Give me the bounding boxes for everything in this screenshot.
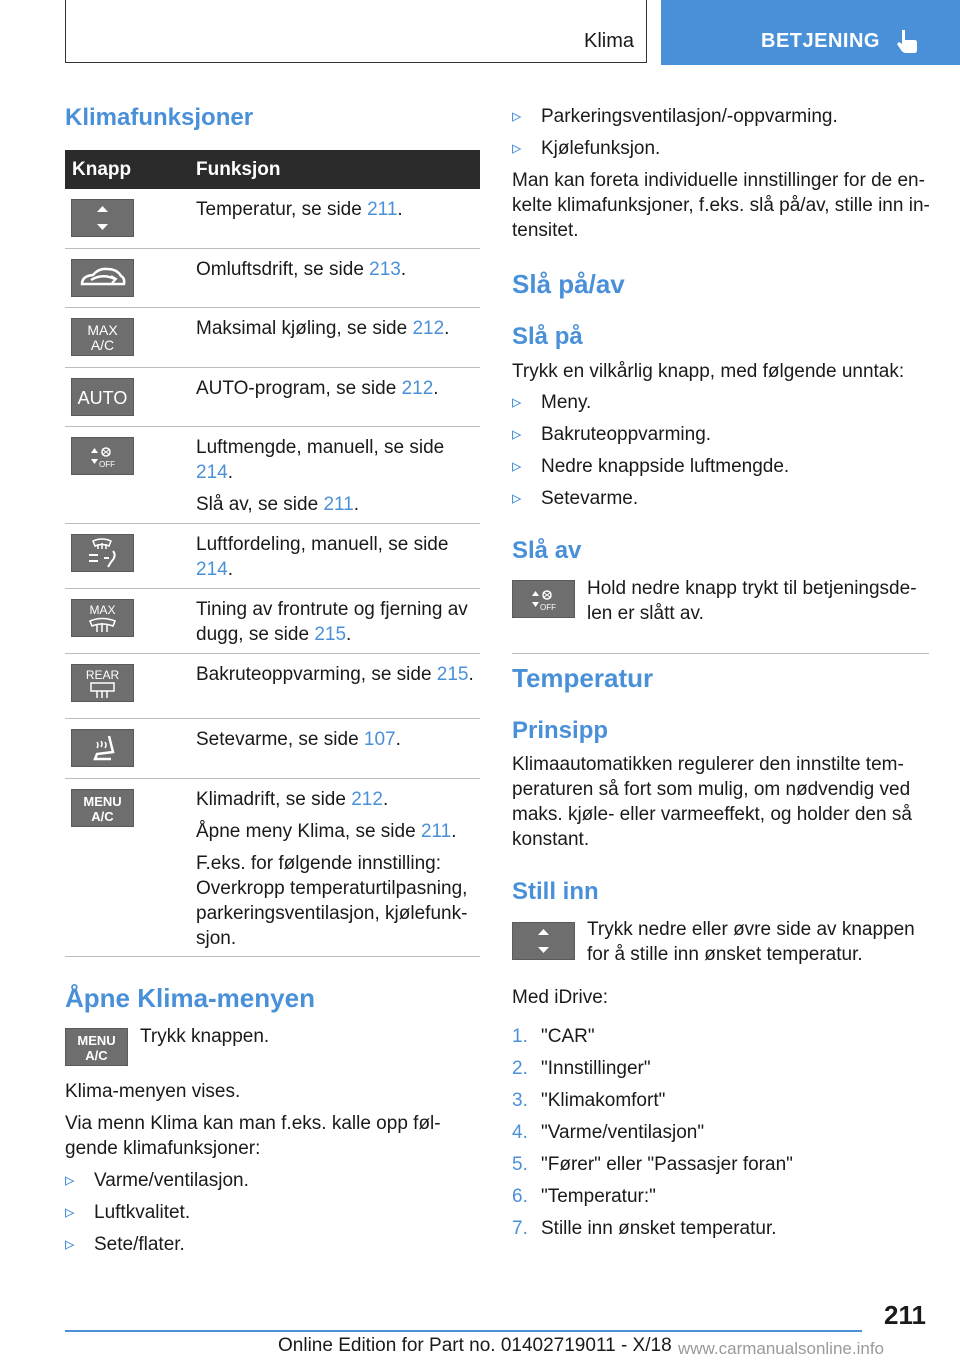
row-text: Temperatur, se side 211. [196,199,403,220]
list-item: 4. "Varme/ventilasjon" [512,1122,705,1143]
svg-text:AUTO: AUTO [77,388,128,408]
rear-defrost-icon [71,664,134,702]
page-link[interactable]: 211 [420,821,452,842]
list-item: 2. "Innstillinger" [512,1058,651,1079]
menu-ac-icon [65,1028,128,1066]
paragraph: tensitet. [512,220,579,241]
table-row [65,719,480,779]
paragraph: peraturen så fort som mulig, om nødvendig ved [512,779,911,800]
svg-text:MENU: MENU [77,1033,116,1048]
paragraph: Via menn Klima kan man f.eks. kalle opp føl- [65,1113,441,1134]
paragraph: Med iDrive: [512,987,609,1008]
functions-table [65,150,480,957]
section-title-on-off: Slå på/av [512,269,625,299]
paragraph: Man kan foreta individuelle innstillinger for de en- [512,170,925,191]
menu-ac-icon [71,789,134,827]
list-item: 3. "Klimakomfort" [512,1090,666,1111]
table-row [65,779,480,957]
paragraph: len er slått av. [587,603,704,624]
open-menu-instruction: Trykk knappen. [140,1026,270,1047]
seat-heating-icon [71,729,134,767]
paragraph: konstant. [512,829,590,850]
paragraph: Klimaautomatikken regulerer den innstilte tem- [512,754,904,775]
header-section: BETJENING [761,30,880,52]
auto-icon [71,378,134,416]
table-row [65,368,480,427]
page-link[interactable]: 211 [367,199,398,220]
svg-text:OFF: OFF [540,603,556,612]
list-item: ▹ Varme/ventilasjon. [65,1168,249,1193]
page-link[interactable]: 215 [314,624,347,645]
air-distribution-icon [71,534,134,572]
paragraph: Hold nedre knapp trykt til betjeningsde- [587,578,917,599]
page-link[interactable]: 211 [323,494,354,515]
header-section-box [661,0,960,65]
page-link[interactable]: 213 [369,259,401,280]
recirculation-car-icon [71,259,134,297]
section-title-temperature: Temperatur [512,663,654,693]
fan-off-icon [512,580,575,618]
row-text: Setevarme, se side 107. [196,729,401,750]
table-row [65,524,480,589]
svg-text:REAR: REAR [85,668,120,682]
max-ac-icon [71,318,134,356]
paragraph: Trykk en vilkårlig knapp, med følgende unntak: [512,361,905,382]
row-text: Bakruteoppvarming, se side 215. [196,664,474,685]
paragraph: for å stille inn ønsket temperatur. [587,944,863,965]
col-header-button: Knapp [72,159,132,180]
footer-divider [65,1330,862,1332]
list-item: ▹ Setevarme. [512,486,638,511]
page-link[interactable]: 214 [196,462,228,483]
page-link[interactable]: 212 [401,378,434,399]
table-row [65,589,480,654]
section-title-klimafunksjoner: Klimafunksjoner [65,104,254,131]
row-text: Tining av frontrute og fjerning av dugg, se side 215. [196,599,468,645]
table-header [65,150,480,189]
table-row [65,308,480,368]
list-item: 1. "CAR" [512,1026,595,1047]
list-item: ▹ Bakruteoppvarming. [512,422,711,447]
temp-updown-icon [71,199,134,237]
svg-text:MAX: MAX [89,603,116,617]
paragraph: maks. kjøle- eller varmeeffekt, og holder den så [512,804,912,825]
table-row [65,189,480,249]
paragraph: kelte klimafunksjoner, f.eks. slå på/av, stille inn in- [512,195,930,216]
col-header-function: Funksjon [196,159,281,180]
list-item: ▹ Kjølefunksjon. [512,136,660,161]
list-item: 6. "Temperatur:" [512,1186,656,1207]
svg-text:A/C: A/C [85,1048,108,1063]
svg-text:MAX: MAX [87,322,118,338]
svg-text:MENU: MENU [83,794,122,809]
page-link[interactable]: 214 [196,559,228,580]
header-chapter: Klima [583,30,634,52]
divider [512,653,929,654]
header-chapter-box [65,0,647,63]
footer-edition: Online Edition for Part no. 01402719011 - X/18 www.carmanualsonline.info [278,1335,884,1358]
list-item: ▹ Meny. [512,390,591,415]
pointing-hand-icon [895,28,919,54]
page-link[interactable]: 107 [363,729,396,750]
list-item: 5. "Fører" eller "Passasjer foran" [512,1154,793,1175]
page-link[interactable]: 212 [351,789,383,810]
table-row [65,427,480,524]
watermark: www.carmanualsonline.info [678,1339,884,1358]
row-text: Omluftsdrift, se side 213. [196,259,407,280]
row-text: Maksimal kjøling, se side 212. [196,318,450,339]
row-text: AUTO-program, se side 212. [196,378,439,399]
max-defrost-icon [71,599,134,637]
row-text: Luftmengde, manuell, se side 214. Slå av, se side 211. [196,437,445,515]
svg-text:A/C: A/C [91,809,114,824]
subsection-title-off: Slå av [512,537,582,564]
list-item: 7. Stille inn ønsket temperatur. [512,1218,777,1239]
list-item: ▹ Nedre knappside luftmengde. [512,454,789,479]
temp-updown-icon [512,922,575,960]
list-item: ▹ Parkeringsventilasjon/-oppvarming. [512,104,838,129]
list-item: ▹ Luftkvalitet. [65,1200,190,1225]
table-row [65,654,480,719]
table-row [65,249,480,308]
row-text: Luftfordeling, manuell, se side 214. [196,534,449,580]
page-link[interactable]: 212 [412,318,445,339]
fan-off-icon [71,437,134,475]
page-link[interactable]: 215 [436,664,469,685]
page-number: 211 [884,1300,926,1330]
paragraph: Trykk nedre eller øvre side av knappen [587,919,915,940]
subsection-title-on: Slå på [512,323,583,350]
svg-text:A/C: A/C [90,337,115,353]
list-item: ▹ Sete/flater. [65,1232,185,1257]
subsection-title-principle: Prinsipp [512,717,609,744]
paragraph: Klima-menyen vises. [65,1081,241,1102]
svg-text:OFF: OFF [99,460,115,469]
section-title-open-menu: Åpne Klima-menyen [65,983,315,1013]
subsection-title-set: Still inn [512,878,599,905]
row-text: Klimadrift, se side 212. Åpne meny Klima, se side 211. F.eks. for følgende innstilling: Overkropp temperaturtilpasning, parkeringsventilasjon, kjølefunk-sjon. [196,789,468,949]
paragraph: gende klimafunksjoner: [65,1138,261,1159]
